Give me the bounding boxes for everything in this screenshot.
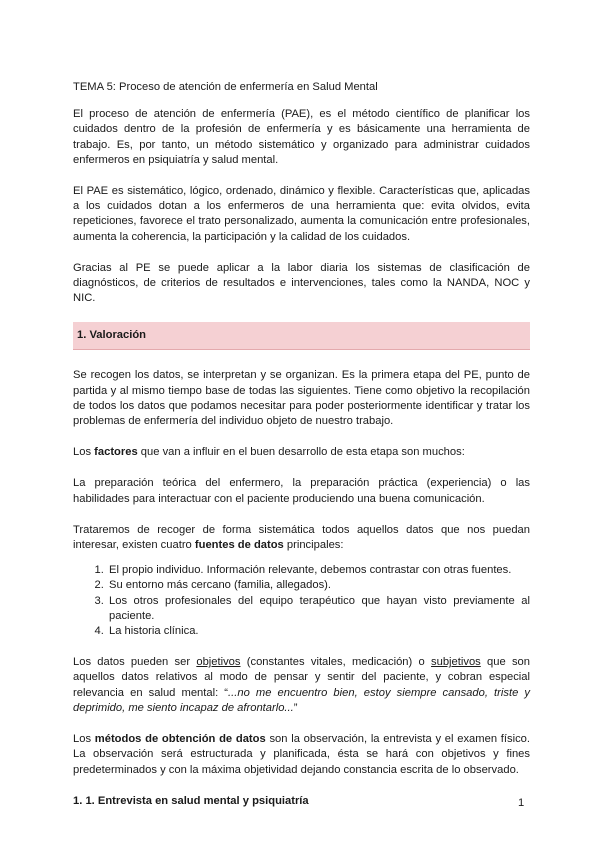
document-title: TEMA 5: Proceso de atención de enfermería en Salud Mental xyxy=(73,81,378,93)
patient-quote: ...no me encuentro bien, estoy siempre cansado, triste y deprimido, me siento incapaz de afrontarlo... xyxy=(73,686,530,714)
list-item: 4. La historia clínica. xyxy=(107,624,530,639)
objetivos-underlined: objetivos xyxy=(196,656,241,669)
fuentes-text-before: Trataremos de recoger de forma sistemática todos aquellos datos que nos puedan interesar, existen cuatro xyxy=(73,523,530,552)
page-content xyxy=(73,80,530,809)
metodos-text-a: Los xyxy=(73,733,95,746)
preparacion-paragraph: La preparación teórica del enfermero, la preparación práctica (experiencia) o las habilidades para interactuar con el paciente produciendo una buena comunicación. xyxy=(73,477,530,505)
metodos-text-b: son la observación, la entrevista y el examen físico. La observación será estructurada y planificada, ésta se hará con objetivos y fines predeterminados y con la máxima objetividad dejando constancia escrita de lo observado. xyxy=(73,733,530,776)
factores-paragraph xyxy=(73,445,530,460)
datos-text-a: Los datos pueden ser xyxy=(73,656,197,669)
metodos-paragraph xyxy=(73,732,530,778)
factores-bold: factores xyxy=(94,446,138,459)
fuentes-bold: fuentes de datos xyxy=(194,539,284,552)
page-number: 1 xyxy=(518,797,525,809)
sources-list xyxy=(73,563,530,639)
intro-paragraph-1: El proceso de atención de enfermería (PAE), es el método científico de planificar los cuidados dentro de la profesión de enfermería y es básicamente una herramienta de trabajo. Es, por tanto, un método sistemático y organizado para administrar cuidados enfermeros en psiquiatría y salud mental. xyxy=(73,108,530,166)
intro-paragraph-2: El PAE es sistemático, lógico, ordenado, dinámico y flexible. Características que, aplicadas a los cuidados dotan a los enfermeros de una herramienta que: evita olvidos, evita repeticiones, favorece el trato personalizado, aumenta la comunicación entre profesionales, aumenta la coherencia, la participación y la calidad de los cuidados. xyxy=(73,185,530,243)
section-heading-bar xyxy=(73,322,530,350)
factores-text-after: que van a influir en el buen desarrollo de esta etapa son muchos: xyxy=(137,446,465,459)
list-item: 3. Los otros profesionales del equipo terapéutico que hayan visto previamente al paciente. xyxy=(107,594,530,624)
list-item: 1. El propio individuo. Información relevante, debemos contrastar con otras fuentes. xyxy=(107,563,530,578)
factores-text-before: Los xyxy=(73,446,95,459)
fuentes-text-after: principales: xyxy=(283,539,344,552)
metodos-bold: métodos de obtención de datos xyxy=(94,733,266,746)
datos-paragraph xyxy=(73,655,530,716)
datos-text-c: que son aquellos datos relativos al modo de pensar y sentir del paciente, y cobran especial relevancia en salud mental: “ xyxy=(73,656,530,699)
valoracion-paragraph-1: Se recogen los datos, se interpretan y se organizan. Es la primera etapa del PE, punto de partida y al mismo tiempo base de todas las siguientes. Tiene como objetivo la recopilación de todos los datos que podamos necesitar para poder posteriormente identificar y tratar los problemas de enfermería del individuo objeto de nuestro trabajo. xyxy=(73,369,530,428)
subjetivos-underlined: subjetivos xyxy=(431,656,481,669)
fuentes-paragraph xyxy=(73,523,530,553)
subsection-heading: 1. 1. Entrevista en salud mental y psiquiatría xyxy=(73,794,309,807)
list-item: 2. Su entorno más cercano (familia, allegados). xyxy=(107,578,530,593)
datos-text-b: (constantes vitales, medicación) o xyxy=(240,656,432,669)
datos-text-d: ” xyxy=(293,701,298,714)
intro-paragraph-3: Gracias al PE se puede aplicar a la labor diaria los sistemas de clasificación de diagnósticos, de criterios de resultados e intervenciones, tales como la NANDA, NOC y NIC. xyxy=(73,261,530,305)
section-heading: 1. Valoración xyxy=(77,329,147,342)
